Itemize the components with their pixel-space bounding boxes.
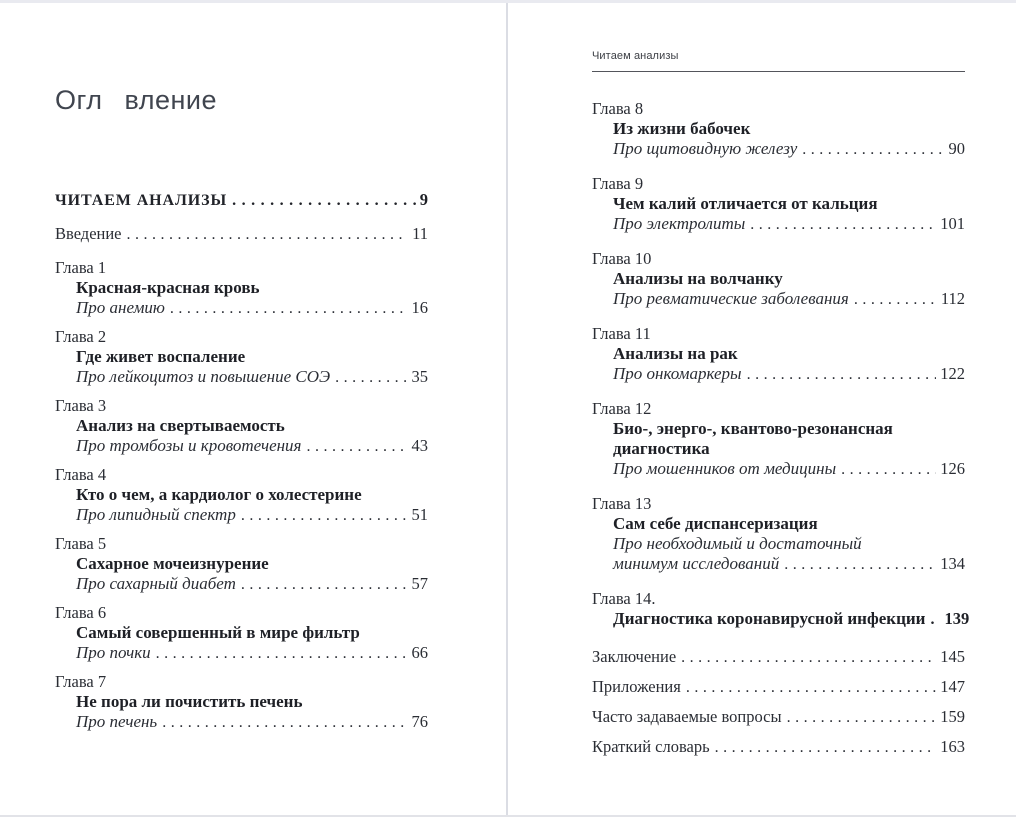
chapter-label: Глава 7 <box>55 672 107 691</box>
page-number: 163 <box>940 737 965 756</box>
chapter-title: Чем калий отличается от кальция <box>613 194 878 213</box>
back-matter-line <box>592 647 965 668</box>
chapter-label: Глава 2 <box>55 327 107 346</box>
chapter-subtitle: минимум исследований <box>613 554 780 573</box>
page-number: 76 <box>411 712 428 731</box>
dot-leader <box>784 554 936 575</box>
chapter-subtitle: Про щитовидную железу <box>613 139 798 158</box>
chapter-subtitle: Про мошенников от медицины <box>613 459 837 478</box>
chapter-subtitle-line <box>592 289 965 310</box>
chapter-label: Глава 1 <box>55 258 107 277</box>
chapter-subtitle: Про анемию <box>76 298 165 317</box>
dot-leader <box>170 298 408 319</box>
page-number: 90 <box>948 139 965 158</box>
dot-leader <box>787 707 937 728</box>
chapter-title: Самый совершенный в мире фильтр <box>76 623 360 642</box>
chapter-subtitle: Про сахарный диабет <box>76 574 236 593</box>
chapter-subtitle-line <box>592 459 965 480</box>
toc-chapter <box>592 249 965 310</box>
chapter-subtitle-line <box>592 214 965 235</box>
page-gutter-divider <box>506 3 508 815</box>
toc-chapter <box>55 327 428 388</box>
chapter-subtitle: Про ревматические заболевания <box>613 289 849 308</box>
page-number: 145 <box>940 647 965 666</box>
page-number: 11 <box>412 224 428 243</box>
page-number: 126 <box>940 459 965 478</box>
section-heading-label: ЧИТАЕМ АНАЛИЗЫ <box>55 192 228 209</box>
chapter-subtitle: Про липидный спектр <box>76 505 236 524</box>
chapter-subtitle-line <box>55 505 428 526</box>
chapter-label: Глава 5 <box>55 534 107 553</box>
chapter-label: Глава 14. <box>592 589 656 608</box>
dot-leader <box>241 505 408 526</box>
chapter-subtitle-line <box>55 298 428 319</box>
toc-chapter <box>592 99 965 160</box>
toc-chapter <box>592 174 965 235</box>
back-matter-label: Краткий словарь <box>592 737 710 756</box>
page-number: 9 <box>419 190 428 209</box>
dot-leader <box>747 364 937 385</box>
page-number: 134 <box>940 554 965 573</box>
toc-title: Огл вление <box>55 85 218 115</box>
dot-leader <box>335 367 407 388</box>
chapter-title: Сахарное мочеизнурение <box>76 554 269 573</box>
chapter-title: Из жизни бабочек <box>613 119 751 138</box>
intro-label: Введение <box>55 224 122 243</box>
header-rule <box>592 71 965 72</box>
page-number: 57 <box>411 574 428 593</box>
chapter-subtitle-line1: Про необходимый и достаточный <box>613 534 862 553</box>
toc-chapter <box>55 672 428 733</box>
page-number: 51 <box>411 505 428 524</box>
chapter-subtitle-line <box>55 436 428 457</box>
chapter-title-line2: диагностика <box>613 439 710 458</box>
chapter-label: Глава 6 <box>55 603 107 622</box>
dot-leader <box>156 643 408 664</box>
chapter-subtitle-line <box>592 139 965 160</box>
back-matter-line <box>592 737 965 758</box>
dot-leader <box>306 436 407 457</box>
page-bottom-edge <box>0 815 1016 817</box>
dot-leader <box>681 647 936 668</box>
chapter-subtitle-line <box>55 574 428 595</box>
dot-leader <box>802 139 944 160</box>
chapter-title: Диагностика коронавирусной инфекции <box>613 609 926 628</box>
page-number: 16 <box>411 298 428 317</box>
toc-chapter <box>592 399 965 480</box>
page-number: 147 <box>940 677 965 696</box>
dot-leader <box>715 737 937 758</box>
section-heading-line <box>55 190 428 211</box>
back-matter-line <box>592 677 965 698</box>
left-page <box>0 0 507 815</box>
chapter-title: Красная-красная кровь <box>76 278 260 297</box>
page-number: 101 <box>940 214 965 233</box>
page-number: 112 <box>940 289 965 308</box>
chapter-title: Не пора ли почистить печень <box>76 692 303 711</box>
toc-chapter <box>592 589 970 630</box>
toc-chapter <box>55 465 428 526</box>
back-matter-label: Часто задаваемые вопросы <box>592 707 782 726</box>
right-page <box>507 0 1016 815</box>
chapter-subtitle: Про почки <box>76 643 151 662</box>
chapter-subtitle: Про онкомаркеры <box>613 364 742 383</box>
dot-leader <box>232 190 416 211</box>
page-number: 122 <box>940 364 965 383</box>
chapter-label: Глава 13 <box>592 494 652 513</box>
dot-leader <box>750 214 936 235</box>
chapter-label: Глава 3 <box>55 396 107 415</box>
toc-chapter <box>592 324 965 385</box>
page-number: 139 <box>944 609 970 628</box>
chapter-title: Сам себе диспансеризация <box>613 514 818 533</box>
page-number: 159 <box>940 707 965 726</box>
back-matter-label: Приложения <box>592 677 681 696</box>
chapter-subtitle-line <box>55 367 428 388</box>
back-matter-label: Заключение <box>592 647 677 666</box>
dot-leader <box>930 609 940 630</box>
chapter-subtitle: Про тромбозы и кровотечения <box>76 436 302 455</box>
page-number: 66 <box>411 643 428 662</box>
dot-leader <box>854 289 937 310</box>
chapter-label: Глава 10 <box>592 249 652 268</box>
toc-chapter <box>55 396 428 457</box>
toc-chapter <box>55 603 428 664</box>
chapter-subtitle-line2 <box>592 554 965 575</box>
dot-leader <box>841 459 936 480</box>
chapter-subtitle: Про лейкоцитоз и повышение СОЭ <box>76 367 331 386</box>
chapter-title: Анализы на волчанку <box>613 269 783 288</box>
chapter-title: Анализы на рак <box>613 344 738 363</box>
chapter-title: Где живет воспаление <box>76 347 246 366</box>
chapter-title-line <box>592 609 970 630</box>
chapter-label: Глава 8 <box>592 99 644 118</box>
chapter-subtitle-line <box>55 712 428 733</box>
dot-leader <box>686 677 936 698</box>
chapter-subtitle-line <box>592 364 965 385</box>
running-header: Читаем анализы <box>592 50 679 62</box>
chapter-label: Глава 12 <box>592 399 652 418</box>
dot-leader <box>162 712 407 733</box>
chapter-subtitle-line <box>55 643 428 664</box>
toc-chapter <box>592 494 965 575</box>
back-matter-line <box>592 707 965 728</box>
intro-line <box>55 224 428 245</box>
page-number: 43 <box>411 436 428 455</box>
dot-leader <box>241 574 408 595</box>
page-number: 35 <box>411 367 428 386</box>
chapter-subtitle: Про электролиты <box>613 214 746 233</box>
page-top-edge <box>0 0 1016 3</box>
chapter-title: Био-, энерго-, квантово-резонансная <box>613 419 893 438</box>
chapter-label: Глава 11 <box>592 324 651 343</box>
chapter-subtitle: Про печень <box>76 712 158 731</box>
toc-chapter <box>55 258 428 319</box>
chapter-label: Глава 9 <box>592 174 644 193</box>
chapter-title: Кто о чем, а кардиолог о холестерине <box>76 485 362 504</box>
chapter-title: Анализ на свертываемость <box>76 416 285 435</box>
dot-leader <box>127 224 409 245</box>
toc-chapter <box>55 534 428 595</box>
chapter-label: Глава 4 <box>55 465 107 484</box>
